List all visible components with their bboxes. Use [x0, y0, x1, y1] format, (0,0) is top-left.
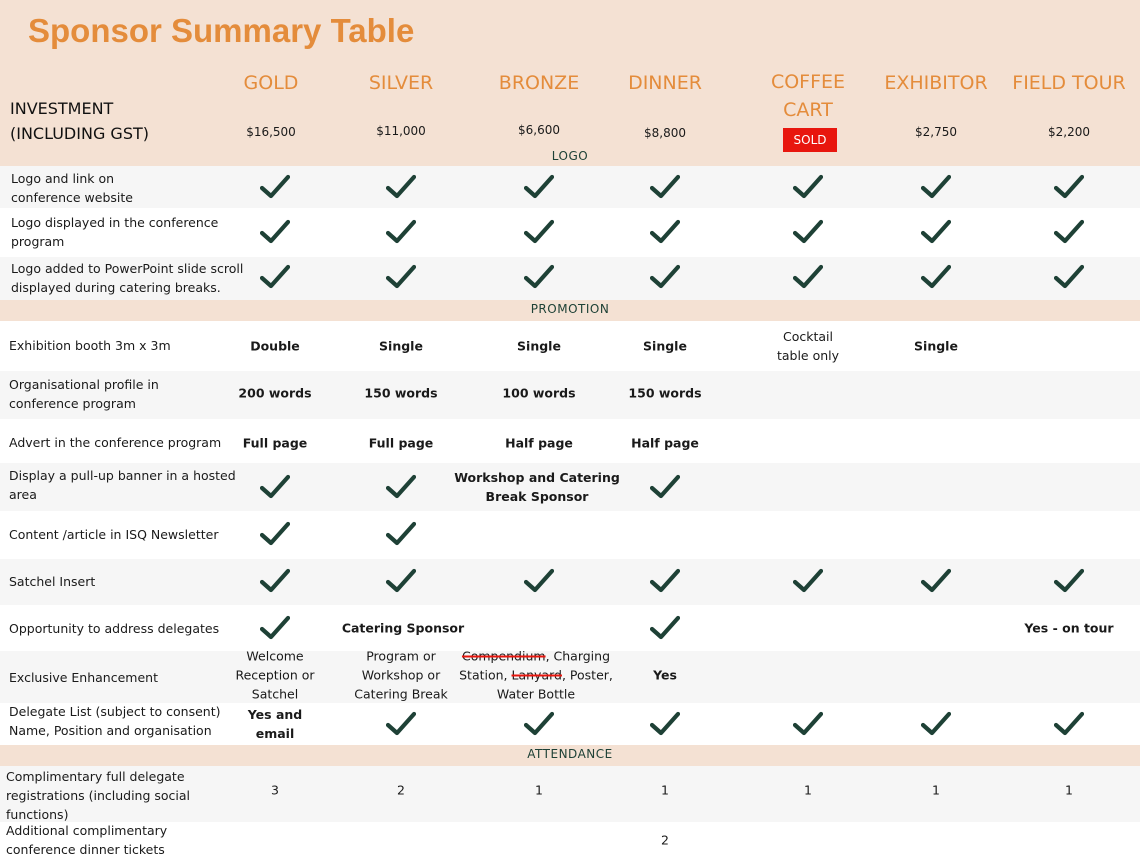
table-cell: Full page	[242, 435, 308, 451]
check-icon	[921, 264, 951, 290]
row-label: Exhibition booth 3m x 3m	[9, 338, 171, 353]
table-cell: Welcome Reception or Satchel	[235, 648, 315, 702]
section-promotion: PROMOTION	[530, 302, 610, 316]
page-title: Sponsor Summary Table	[28, 12, 415, 49]
tier-name: DINNER	[628, 72, 702, 94]
check-icon	[386, 711, 416, 737]
check-icon	[386, 219, 416, 245]
check-icon	[921, 568, 951, 594]
tier-price: $8,800	[644, 126, 686, 140]
check-icon	[1054, 264, 1084, 290]
row-label: Logo added to PowerPoint slide scroll displayed during catering breaks.	[11, 261, 244, 295]
row-label: Delegate List (subject to consent) Name, Position and organisation	[9, 704, 221, 738]
table-cell: 2	[397, 782, 405, 798]
check-icon	[1054, 219, 1084, 245]
row-label: Satchel Insert	[9, 574, 96, 589]
check-icon	[524, 264, 554, 290]
check-icon	[921, 219, 951, 245]
check-icon	[793, 219, 823, 245]
table-cell: 1	[661, 782, 669, 798]
table-cell: 1	[535, 782, 543, 798]
check-icon	[260, 521, 290, 547]
tier-price: $2,750	[915, 125, 957, 139]
sold-badge: SOLD	[783, 128, 837, 152]
tier-name: COFFEE CART	[770, 71, 846, 121]
check-icon	[260, 568, 290, 594]
check-icon	[260, 474, 290, 500]
table-cell: Catering Sponsor	[341, 620, 465, 636]
check-icon	[1054, 568, 1084, 594]
check-icon	[793, 264, 823, 290]
tier-price: $11,000	[376, 124, 426, 138]
row-label: Organisational profile in conference program	[9, 377, 159, 411]
table-cell: Yes	[653, 667, 677, 683]
tier-name: BRONZE	[498, 72, 580, 94]
check-icon	[650, 568, 680, 594]
check-icon	[260, 174, 290, 200]
row-label: Exclusive Enhancement	[9, 670, 158, 685]
check-icon	[524, 711, 554, 737]
table-cell: Single	[517, 338, 561, 354]
check-icon	[1054, 174, 1084, 200]
row-label: Display a pull-up banner in a hosted area	[9, 468, 236, 502]
table-cell: Half page	[631, 435, 699, 451]
table-cell: Program or Workshop or Catering Break	[354, 648, 448, 702]
table-cell: Full page	[368, 435, 434, 451]
check-icon	[793, 174, 823, 200]
table-cell: 3	[271, 782, 279, 798]
check-icon	[260, 219, 290, 245]
check-icon	[260, 615, 290, 641]
check-icon	[793, 711, 823, 737]
table-cell: Cocktail table only	[776, 329, 840, 363]
check-icon	[650, 219, 680, 245]
tier-price: $2,200	[1048, 125, 1090, 139]
tier-name: SILVER	[368, 72, 434, 94]
table-cell: Single	[643, 338, 687, 354]
section-logo: LOGO	[551, 149, 589, 163]
struck-text: Compendium	[461, 648, 546, 664]
tier-name: FIELD TOUR	[1012, 72, 1126, 94]
table-cell: 1	[932, 782, 940, 798]
table-cell: Half page	[505, 435, 573, 451]
check-icon	[386, 474, 416, 500]
row-label: Opportunity to address delegates	[9, 621, 220, 636]
tier-name: EXHIBITOR	[884, 72, 988, 94]
table-cell: 1	[1065, 782, 1073, 798]
tier-price: $6,600	[518, 123, 560, 137]
row-label: Complimentary full delegate registrations (including social functions)	[6, 769, 191, 822]
struck-text: Lanyard	[511, 667, 562, 683]
table-cell: 150 words	[628, 385, 702, 401]
table-cell: Single	[379, 338, 423, 354]
tier-name: GOLD	[243, 72, 299, 94]
check-icon	[386, 521, 416, 547]
row-label: Logo and link on conference website	[11, 171, 133, 205]
row-label: Additional complimentary conference dinner tickets	[6, 823, 168, 857]
investment-label: INVESTMENT (INCLUDING GST)	[10, 99, 149, 143]
check-icon	[386, 568, 416, 594]
table-cell: Yes and email	[247, 707, 303, 741]
table-cell: Compendium, Charging Station, Lanyard, Poster, Water Bottle	[459, 648, 613, 702]
row-stripe	[0, 166, 1140, 208]
check-icon	[1054, 711, 1084, 737]
check-icon	[386, 264, 416, 290]
table-cell: Single	[914, 338, 958, 354]
check-icon	[524, 174, 554, 200]
tier-price: $16,500	[246, 125, 296, 139]
table-cell: 150 words	[364, 385, 438, 401]
check-icon	[260, 264, 290, 290]
table-cell: Yes - on tour	[1024, 620, 1114, 636]
check-icon	[650, 711, 680, 737]
check-icon	[793, 568, 823, 594]
check-icon	[650, 174, 680, 200]
check-icon	[921, 711, 951, 737]
row-label: Logo displayed in the conference program	[11, 215, 219, 249]
check-icon	[921, 174, 951, 200]
section-attendance: ATTENDANCE	[527, 747, 613, 761]
check-icon	[524, 568, 554, 594]
table-cell: 200 words	[238, 385, 312, 401]
check-icon	[650, 264, 680, 290]
table-cell: 1	[804, 782, 812, 798]
row-label: Advert in the conference program	[9, 435, 222, 450]
table-cell: Double	[250, 338, 300, 354]
check-icon	[650, 474, 680, 500]
check-icon	[386, 174, 416, 200]
row-stripe	[0, 559, 1140, 605]
table-cell: 2	[661, 832, 669, 848]
check-icon	[524, 219, 554, 245]
check-icon	[650, 615, 680, 641]
table-cell: Workshop and Catering Break Sponsor	[454, 470, 620, 504]
table-cell: 100 words	[502, 385, 576, 401]
row-label: Content /article in ISQ Newsletter	[9, 527, 219, 542]
